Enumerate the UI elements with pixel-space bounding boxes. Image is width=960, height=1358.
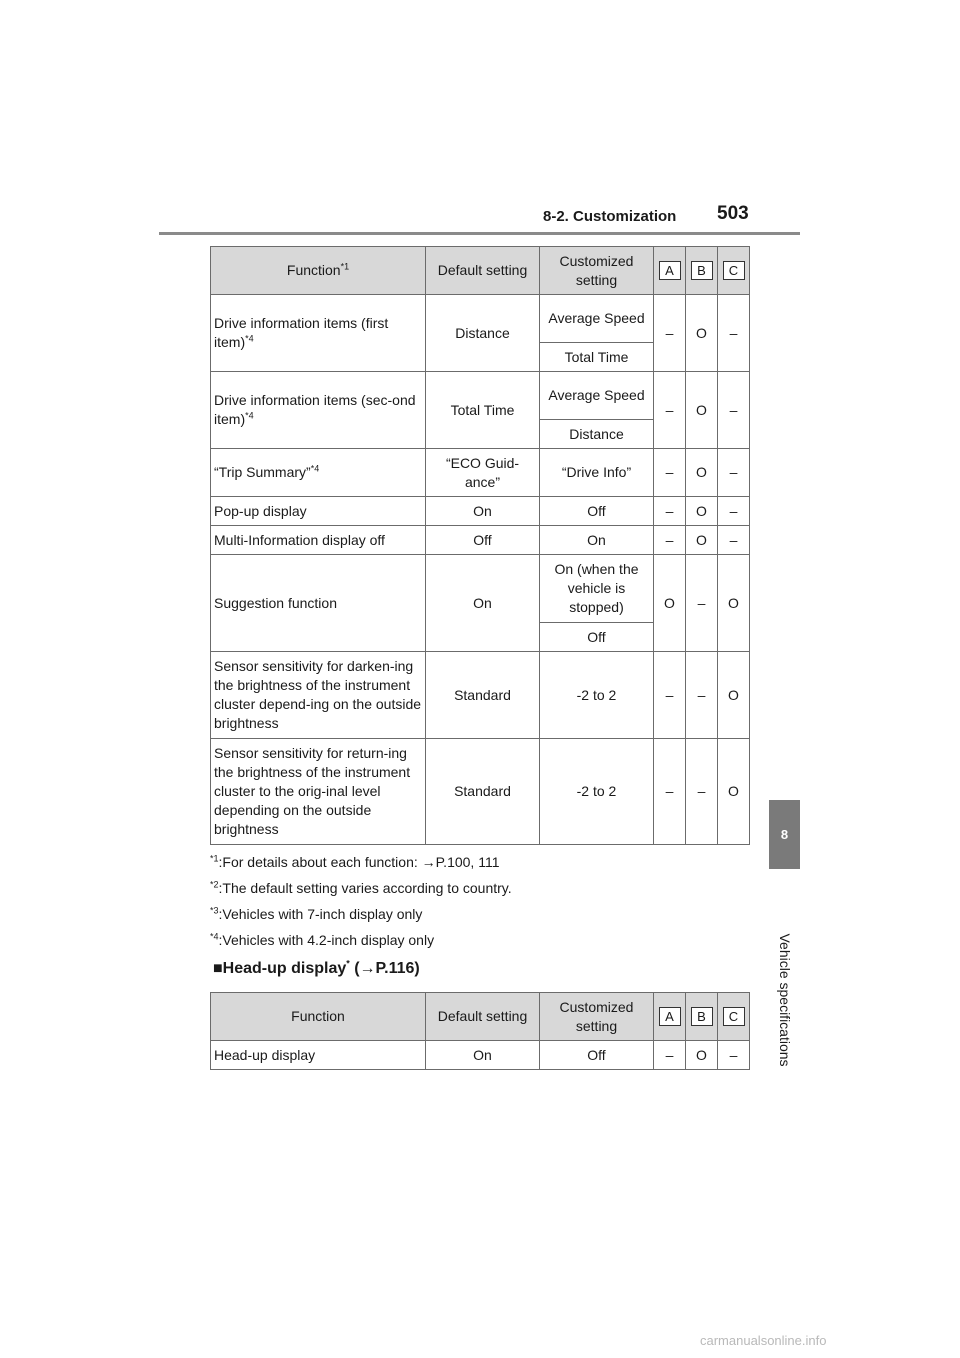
col-c-cell: O: [718, 555, 750, 652]
function-cell: Multi-Information display off: [211, 526, 426, 555]
customized-cell: Average Speed: [540, 295, 654, 343]
col-a-cell: –: [654, 449, 686, 497]
table-row: [211, 555, 750, 623]
default-setting-header: Default setting: [426, 993, 540, 1041]
section-title: 8-2. Customization: [543, 208, 677, 225]
col-b-cell: O: [686, 526, 718, 555]
col-a-cell: O: [654, 555, 686, 652]
col-b-cell: –: [686, 739, 718, 845]
function-cell: Drive information items (first item)$^{*4}$: [211, 295, 426, 372]
customization-table: [210, 246, 750, 845]
default-cell: On: [426, 1041, 540, 1070]
customized-cell: “Drive Info”: [540, 449, 654, 497]
customized-cell: -2 to 2: [540, 652, 654, 739]
col-c-cell: –: [718, 1041, 750, 1070]
column-a-header: A: [654, 993, 686, 1041]
chapter-title: Vehicle specifications: [777, 933, 793, 1067]
col-a-cell: –: [654, 526, 686, 555]
header-divider: [159, 232, 800, 235]
customized-cell: Off: [540, 623, 654, 652]
table-row: [211, 497, 750, 526]
arrow-right-icon: →: [421, 854, 436, 870]
function-cell: Sensor sensitivity for return-ing the brightness of the instrument cluster to the orig-inal level depending on the outside brightness: [211, 739, 426, 845]
customized-setting-header: Customized setting: [540, 993, 654, 1041]
col-a-cell: –: [654, 1041, 686, 1070]
column-a-header: A: [654, 247, 686, 295]
col-b-cell: –: [686, 652, 718, 739]
default-cell: Total Time: [426, 372, 540, 449]
col-c-cell: O: [718, 739, 750, 845]
customized-cell: Off: [540, 497, 654, 526]
footnote: $^{*1}$:For details about each function: →P.100, 111: [210, 853, 500, 870]
col-c-cell: –: [718, 526, 750, 555]
page-number: 503: [717, 203, 749, 224]
function-cell: Pop-up display: [211, 497, 426, 526]
function-cell: “Trip Summary”$^{*4}$: [211, 449, 426, 497]
col-b-cell: O: [686, 372, 718, 449]
function-cell: Drive information items (sec-ond item)$^{*4}$: [211, 372, 426, 449]
column-c-header: C: [718, 993, 750, 1041]
customized-setting-header: Customized setting: [540, 247, 654, 295]
default-cell: “ECO Guid-ance”: [426, 449, 540, 497]
col-b-cell: O: [686, 295, 718, 372]
footnote: $^{*2}$:The default setting varies according to country.: [210, 879, 512, 896]
footnotes: [210, 851, 512, 955]
watermark: carmanualsonline.info: [700, 1333, 827, 1348]
col-a-cell: –: [654, 652, 686, 739]
col-b-cell: O: [686, 449, 718, 497]
head-up-display-table: [210, 992, 750, 1070]
chapter-number-tab: [769, 800, 800, 869]
bullet-square-icon: ■: [213, 960, 223, 977]
col-b-cell: O: [686, 497, 718, 526]
head-up-display-heading: ■Head-up display* (→P.116): [213, 958, 420, 977]
default-cell: On: [426, 497, 540, 526]
table-header-row: [211, 247, 750, 295]
table-row: [211, 449, 750, 497]
col-a-cell: –: [654, 295, 686, 372]
footnote: $^{*4}$:Vehicles with 4.2-inch display only: [210, 931, 435, 948]
default-setting-header: Default setting: [426, 247, 540, 295]
table-row: [211, 1041, 750, 1070]
col-a-cell: –: [654, 739, 686, 845]
default-cell: Standard: [426, 739, 540, 845]
col-a-cell: –: [654, 372, 686, 449]
column-b-header: B: [686, 993, 718, 1041]
table-row: [211, 739, 750, 845]
default-cell: Distance: [426, 295, 540, 372]
col-c-cell: –: [718, 497, 750, 526]
arrow-right-icon: →: [359, 960, 376, 977]
customized-cell: Average Speed: [540, 372, 654, 420]
default-cell: Off: [426, 526, 540, 555]
function-cell: Head-up display: [211, 1041, 426, 1070]
table-row: [211, 295, 750, 343]
footnote: $^{*3}$:Vehicles with 7-inch display only: [210, 905, 423, 922]
function-header: Function$^{*1}$: [211, 247, 426, 295]
function-cell: Suggestion function: [211, 555, 426, 652]
function-header: Function: [211, 993, 426, 1041]
chapter-number: 8: [780, 827, 789, 842]
col-c-cell: –: [718, 295, 750, 372]
column-c-header: C: [718, 247, 750, 295]
default-cell: On: [426, 555, 540, 652]
table-row: [211, 372, 750, 420]
col-b-cell: –: [686, 555, 718, 652]
table-row: [211, 652, 750, 739]
col-b-cell: O: [686, 1041, 718, 1070]
default-cell: Standard: [426, 652, 540, 739]
table-row: [211, 526, 750, 555]
col-c-cell: –: [718, 372, 750, 449]
col-c-cell: –: [718, 449, 750, 497]
function-cell: Sensor sensitivity for darken-ing the brightness of the instrument cluster depend-ing on the outside brightness: [211, 652, 426, 739]
customized-cell: Total Time: [540, 343, 654, 372]
customized-cell: Distance: [540, 420, 654, 449]
table-header-row: [211, 993, 750, 1041]
column-b-header: B: [686, 247, 718, 295]
customized-cell: Off: [540, 1041, 654, 1070]
customized-cell: On (when the vehicle is stopped): [540, 555, 654, 623]
customized-cell: -2 to 2: [540, 739, 654, 845]
col-c-cell: O: [718, 652, 750, 739]
customized-cell: On: [540, 526, 654, 555]
col-a-cell: –: [654, 497, 686, 526]
